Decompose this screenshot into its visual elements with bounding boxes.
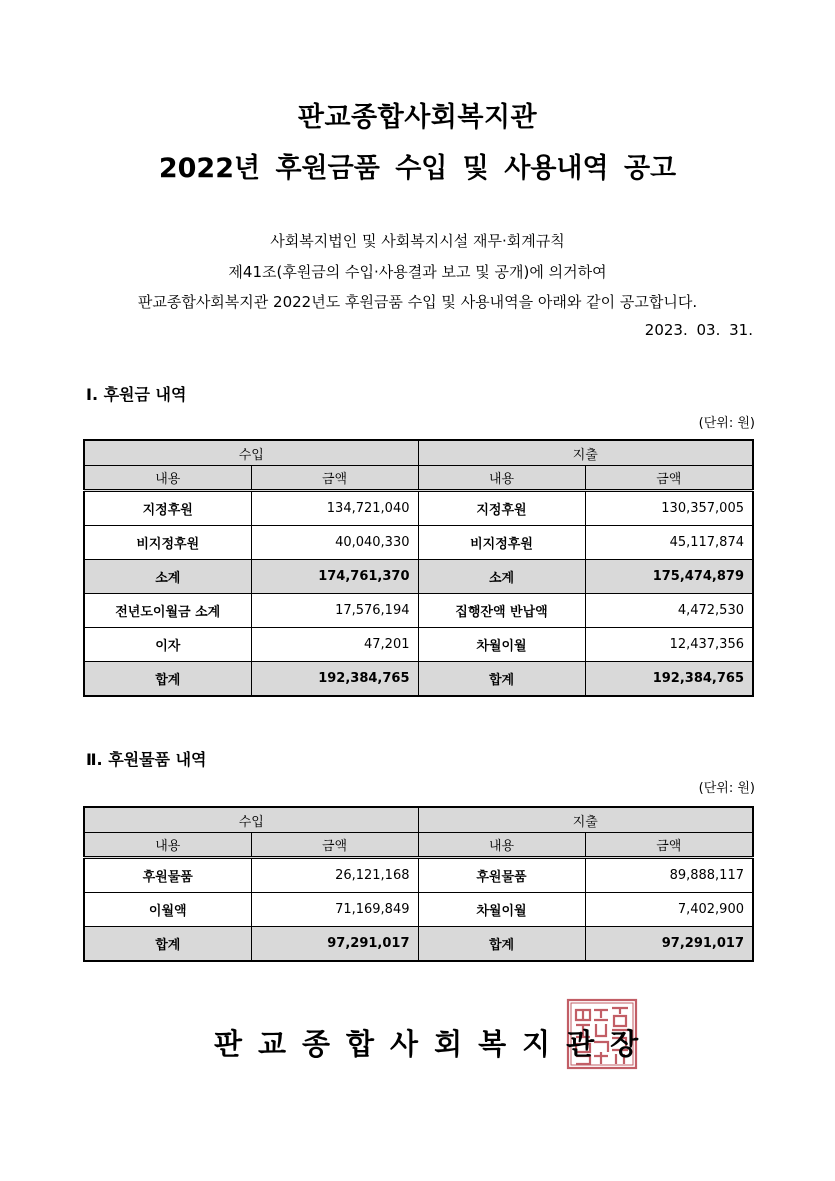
section-2-title: Ⅱ. 후원물품 내역: [86, 750, 207, 769]
donation-money-table: [83, 439, 754, 697]
income-item: 합계: [84, 662, 251, 697]
subtotal-row: [84, 560, 753, 594]
total-row: [84, 662, 753, 697]
expense-header: 지출: [418, 440, 753, 466]
expense-amount: 7,402,900: [585, 893, 753, 927]
income-item: 지정후원: [84, 491, 251, 526]
intro-line-3: 판교종합사회복지관 2022년도 후원금품 수입 및 사용내역을 아래와 같이 공고합니다.: [137, 293, 698, 311]
income-item: 이자: [84, 628, 251, 662]
income-amount: 134,721,040: [251, 491, 418, 526]
expense-item: 후원물품: [418, 858, 585, 893]
income-amount: 97,291,017: [251, 927, 418, 962]
column-header-amount: 금액: [251, 833, 418, 858]
expense-amount: 4,472,530: [585, 594, 753, 628]
table-row: [84, 893, 753, 927]
income-amount: 40,040,330: [251, 526, 418, 560]
income-item: 후원물품: [84, 858, 251, 893]
column-header-amount: 금액: [251, 466, 418, 491]
income-amount: 47,201: [251, 628, 418, 662]
income-item: 전년도이월금 소계: [84, 594, 251, 628]
signature-line: 판교종합사회복지관장: [214, 1027, 655, 1061]
income-amount: 17,576,194: [251, 594, 418, 628]
income-header: 수입: [84, 807, 418, 833]
total-row: [84, 927, 753, 962]
document-subtitle: 2022년 후원금품 수입 및 사용내역 공고: [158, 153, 677, 184]
expense-amount: 97,291,017: [585, 927, 753, 962]
expense-item: 합계: [418, 662, 585, 697]
intro-line-1: 사회복지법인 및 사회복지시설 재무·회계규칙: [270, 232, 565, 250]
income-item: 합계: [84, 927, 251, 962]
income-item: 소계: [84, 560, 251, 594]
income-item: 비지정후원: [84, 526, 251, 560]
column-header-item: 내용: [418, 466, 585, 491]
donation-goods-table: [83, 806, 754, 962]
table-row: [84, 858, 753, 893]
income-item: 이월액: [84, 893, 251, 927]
expense-header: 지출: [418, 807, 753, 833]
notice-date: 2023. 03. 31.: [644, 321, 753, 339]
section-1-title: Ⅰ. 후원금 내역: [86, 385, 187, 404]
expense-item: 비지정후원: [418, 526, 585, 560]
table-row: [84, 491, 753, 526]
table-row: [84, 526, 753, 560]
expense-item: 합계: [418, 927, 585, 962]
income-amount: 71,169,849: [251, 893, 418, 927]
income-header: 수입: [84, 440, 418, 466]
income-amount: 192,384,765: [251, 662, 418, 697]
table-row: [84, 594, 753, 628]
expense-amount: 175,474,879: [585, 560, 753, 594]
income-amount: 174,761,370: [251, 560, 418, 594]
column-header-amount: 금액: [585, 833, 753, 858]
column-header-item: 내용: [84, 833, 251, 858]
column-header-item: 내용: [418, 833, 585, 858]
expense-item: 차월이월: [418, 628, 585, 662]
expense-amount: 130,357,005: [585, 491, 753, 526]
column-header-item: 내용: [84, 466, 251, 491]
intro-line-2: 제41조(후원금의 수입·사용결과 보고 및 공개)에 의거하여: [228, 263, 607, 281]
expense-item: 차월이월: [418, 893, 585, 927]
document-title: 판교종합사회복지관: [297, 102, 538, 133]
expense-item: 집행잔액 반납액: [418, 594, 585, 628]
section-1-unit: (단위: 원): [698, 416, 755, 431]
expense-amount: 192,384,765: [585, 662, 753, 697]
table-row: [84, 628, 753, 662]
expense-amount: 45,117,874: [585, 526, 753, 560]
expense-item: 소계: [418, 560, 585, 594]
section-2-unit: (단위: 원): [698, 781, 755, 796]
expense-amount: 89,888,117: [585, 858, 753, 893]
expense-amount: 12,437,356: [585, 628, 753, 662]
expense-item: 지정후원: [418, 491, 585, 526]
income-amount: 26,121,168: [251, 858, 418, 893]
column-header-amount: 금액: [585, 466, 753, 491]
